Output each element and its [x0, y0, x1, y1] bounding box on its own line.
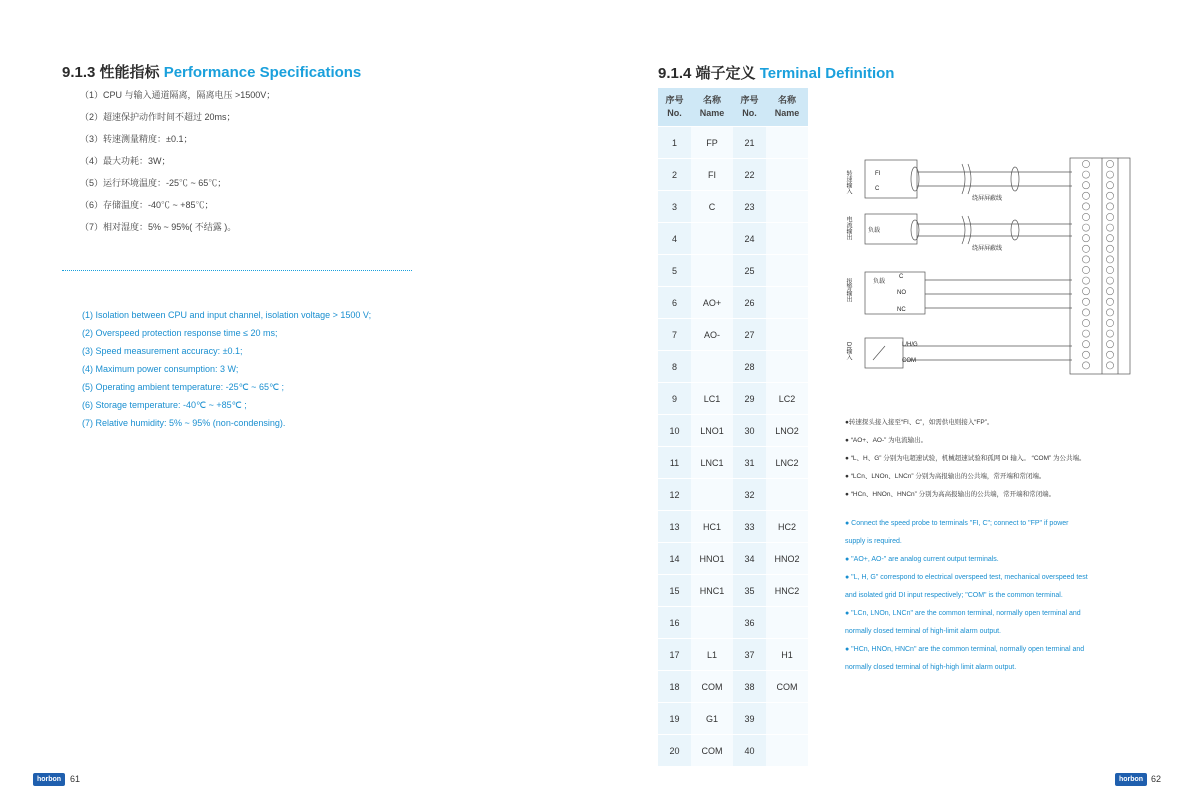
table-row — [658, 671, 808, 703]
cell-no: 2 — [658, 159, 691, 191]
cell-no: 21 — [733, 127, 766, 159]
terminal-screw-icon — [1082, 298, 1089, 305]
table-row — [658, 223, 808, 255]
cell-no: 18 — [658, 671, 691, 703]
note-en: ● "LCn, LNOn, LNCn" are the common terminal, normally open terminal and — [845, 610, 1081, 617]
cell-name: HNC2 — [766, 575, 808, 607]
terminal-screw-icon — [1082, 182, 1089, 189]
table-row — [658, 575, 808, 607]
label-lhg: L/H/G — [902, 342, 918, 348]
cell-no: 38 — [733, 671, 766, 703]
terminal-screw-icon — [1082, 288, 1089, 295]
label-com: COM — [902, 358, 916, 364]
cell-no: 37 — [733, 639, 766, 671]
table-row — [658, 511, 808, 543]
terminal-screw-icon — [1082, 319, 1089, 326]
cell-no: 31 — [733, 447, 766, 479]
spec-item-cn: （6）存储温度：-40℃ ~ +85℃； — [80, 200, 214, 210]
terminal-strip — [1070, 158, 1130, 374]
cell-no: 10 — [658, 415, 691, 447]
table-row — [658, 543, 808, 575]
cell-name: HC1 — [691, 511, 733, 543]
cell-no: 33 — [733, 511, 766, 543]
wiring-diagram — [840, 150, 1140, 385]
note-cn: ● “LCn、LNOn、LNCn” 分别为高报输出的公共端，常开端和常闭端。 — [845, 473, 1046, 480]
terminal-screw-icon — [1106, 362, 1113, 369]
spec-item-en: (3) Speed measurement accuracy: ±0.1; — [82, 346, 243, 356]
header-name: 名称 Name — [766, 88, 808, 127]
note-en: ● "AO+, AO-" are analog current output terminals. — [845, 556, 999, 563]
cell-name: AO+ — [691, 287, 733, 319]
cell-no: 26 — [733, 287, 766, 319]
spec-item-cn: （5）运行环境温度：-25℃ ~ 65℃； — [80, 178, 227, 188]
cell-no: 34 — [733, 543, 766, 575]
cell-no: 28 — [733, 351, 766, 383]
notes-en — [845, 518, 1088, 680]
table-row — [658, 607, 808, 639]
terminal-screw-icon — [1082, 213, 1089, 220]
terminal-screw-icon — [1106, 351, 1113, 358]
terminal-screw-icon — [1082, 266, 1089, 273]
cell-name — [766, 255, 808, 287]
cell-name — [691, 255, 733, 287]
cell-name: COM — [766, 671, 808, 703]
note-en: normally closed terminal of high-limit alarm output. — [845, 628, 1002, 635]
cell-name: LC2 — [766, 383, 808, 415]
cell-no: 35 — [733, 575, 766, 607]
cell-no: 14 — [658, 543, 691, 575]
cell-no: 7 — [658, 319, 691, 351]
cell-name: H1 — [766, 639, 808, 671]
terminal-screw-icon — [1106, 171, 1113, 178]
terminal-screw-icon — [1106, 309, 1113, 316]
cell-name: C — [691, 191, 733, 223]
cell-name: HC2 — [766, 511, 808, 543]
terminal-screw-icon — [1082, 330, 1089, 337]
cell-name — [766, 351, 808, 383]
note-en: and isolated grid DI input respectively; "COM" is the common terminal. — [845, 592, 1063, 599]
spec-item-cn: （4）最大功耗：3W； — [80, 156, 171, 166]
terminal-screw-icon — [1082, 245, 1089, 252]
cell-name: L1 — [691, 639, 733, 671]
cell-no: 32 — [733, 479, 766, 511]
table-row — [658, 191, 808, 223]
cell-name: LNO2 — [766, 415, 808, 447]
cell-name: LC1 — [691, 383, 733, 415]
spec-item-en: (6) Storage temperature: -40℃ ~ +85℃ ; — [82, 400, 247, 410]
terminal-screw-icon — [1082, 341, 1089, 348]
label-shield-2: 绕屏屏蔽线 — [972, 246, 1003, 252]
cell-no: 3 — [658, 191, 691, 223]
cell-no: 27 — [733, 319, 766, 351]
cell-name: LNO1 — [691, 415, 733, 447]
terminal-screw-icon — [1082, 235, 1089, 242]
cell-name: FP — [691, 127, 733, 159]
note-cn: ● “L、H、G” 分别为电超速试验，机械超速试验和孤网 DI 输入。 “COM” 为公共端。 — [845, 455, 1086, 462]
label-nc: NC — [897, 307, 906, 313]
cell-no: 15 — [658, 575, 691, 607]
spec-item-cn: （2）超速保护动作时间不超过 20ms； — [80, 112, 236, 122]
terminal-title-num: 9.1.4 端子定义 — [658, 65, 760, 82]
terminal-screw-icon — [1106, 341, 1113, 348]
cell-no: 8 — [658, 351, 691, 383]
dotted-divider — [62, 270, 412, 271]
cell-name — [691, 479, 733, 511]
label-alarm-output: 报警输出 — [845, 278, 851, 302]
notes-cn — [845, 418, 1085, 508]
cell-name: COM — [691, 671, 733, 703]
label-di-input: DI输入 — [845, 342, 851, 360]
cell-no: 24 — [733, 223, 766, 255]
label-load: 负载 — [868, 228, 881, 234]
cell-no: 6 — [658, 287, 691, 319]
terminal-screw-icon — [1082, 277, 1089, 284]
spec-list-en — [82, 309, 371, 435]
terminal-screw-icon — [1106, 213, 1113, 220]
terminal-screw-icon — [1082, 309, 1089, 316]
spec-item-en: (1) Isolation between CPU and input channel, isolation voltage > 1500 V; — [82, 310, 372, 320]
cell-no: 17 — [658, 639, 691, 671]
terminal-screw-icon — [1082, 362, 1089, 369]
horbon-logo-right: horbon — [1115, 773, 1147, 786]
cell-no: 5 — [658, 255, 691, 287]
table-row — [658, 255, 808, 287]
cell-no: 13 — [658, 511, 691, 543]
terminal-screw-icon — [1106, 160, 1113, 167]
header-name: 名称 Name — [691, 88, 733, 127]
cell-name — [766, 127, 808, 159]
note-en: ● "HCn, HNOn, HNCn" are the common terminal, normally open terminal and — [845, 646, 1085, 653]
cell-name: AO- — [691, 319, 733, 351]
cell-no: 9 — [658, 383, 691, 415]
cell-name: HNC1 — [691, 575, 733, 607]
cell-no: 29 — [733, 383, 766, 415]
table-header — [658, 88, 808, 127]
terminal-screw-icon — [1106, 224, 1113, 231]
label-fi: FI — [875, 171, 881, 177]
cell-no: 16 — [658, 607, 691, 639]
cell-name — [766, 287, 808, 319]
terminal-screw-icon — [1082, 192, 1089, 199]
cell-name — [691, 607, 733, 639]
cell-name: FI — [691, 159, 733, 191]
cell-no: 4 — [658, 223, 691, 255]
label-relay: 负载 — [873, 279, 886, 285]
cell-name — [766, 223, 808, 255]
label-speed-input: 转速输入 — [845, 170, 851, 194]
label-shield-1: 绕屏屏蔽线 — [972, 196, 1003, 202]
terminal-screw-icon — [1106, 277, 1113, 284]
cell-no: 11 — [658, 447, 691, 479]
cell-name — [766, 191, 808, 223]
terminal-screw-icon — [1106, 192, 1113, 199]
performance-title-num: 9.1.3 性能指标 — [62, 64, 164, 81]
cell-no: 30 — [733, 415, 766, 447]
table-row — [658, 447, 808, 479]
terminal-screw-icon — [1106, 298, 1113, 305]
terminal-screw-icon — [1106, 245, 1113, 252]
terminal-title-en: Terminal Definition — [759, 65, 895, 82]
cell-no: 25 — [733, 255, 766, 287]
spec-item-en: (2) Overspeed protection response time ≤ 20 ms; — [82, 328, 278, 338]
note-cn: ● “HCn、HNOn、HNCn” 分别为高高报输出的公共端，常开端和常闭端。 — [845, 491, 1056, 498]
cell-name: HNO2 — [766, 543, 808, 575]
cell-no: 23 — [733, 191, 766, 223]
cell-name: LNC1 — [691, 447, 733, 479]
table-row — [658, 351, 808, 383]
cell-name — [766, 607, 808, 639]
performance-title — [62, 61, 361, 82]
note-en: supply is required. — [845, 538, 902, 545]
table-row — [658, 415, 808, 447]
table-row — [658, 383, 808, 415]
terminal-screw-icon — [1082, 160, 1089, 167]
cell-no: 12 — [658, 479, 691, 511]
terminal-screw-icon — [1106, 182, 1113, 189]
page-number-left: 61 — [70, 774, 81, 784]
cell-name — [691, 223, 733, 255]
terminal-screw-icon — [1106, 235, 1113, 242]
note-en: normally closed terminal of high-high limit alarm output. — [845, 664, 1017, 671]
cell-name: HNO1 — [691, 543, 733, 575]
note-en: ● "L, H, G" correspond to electrical overspeed test, mechanical overspeed test — [845, 574, 1088, 581]
cell-no: 1 — [658, 127, 691, 159]
table-row — [658, 319, 808, 351]
terminal-screw-icon — [1106, 319, 1113, 326]
spec-item-cn: （1）CPU 与输入通道隔离，隔离电压 >1500V； — [80, 90, 276, 100]
header-no: 序号 No. — [733, 88, 766, 127]
cell-no: 39 — [733, 703, 766, 735]
note-cn: ● “AO+、AO-” 为电流输出。 — [845, 437, 928, 444]
table-row — [658, 703, 808, 735]
spec-list-cn — [80, 88, 275, 242]
cell-name — [766, 319, 808, 351]
cell-name: LNC2 — [766, 447, 808, 479]
table-row — [658, 159, 808, 191]
terminal-screw-icon — [1082, 171, 1089, 178]
spec-item-en: (5) Operating ambient temperature: -25℃ ~ 65℃ ; — [82, 382, 285, 392]
page-number-right: 62 — [1151, 774, 1162, 784]
spec-item-en: (7) Relative humidity: 5% ~ 95% (non-condensing). — [82, 418, 286, 428]
note-en: ● Connect the speed probe to terminals "FI, C"; connect to "FP" if power — [845, 520, 1069, 527]
terminal-screw-icon — [1106, 330, 1113, 337]
cell-name: COM — [691, 735, 733, 767]
cell-name — [766, 159, 808, 191]
terminal-screw-icon — [1106, 203, 1113, 210]
spec-item-cn: （3）转速测量精度：±0.1； — [80, 134, 193, 144]
terminal-table — [658, 88, 808, 767]
table-row — [658, 735, 808, 767]
terminal-screw-icon — [1082, 203, 1089, 210]
label-no: NO — [897, 290, 906, 296]
horbon-logo-left: horbon — [33, 773, 65, 786]
terminal-screw-icon — [1082, 256, 1089, 263]
terminal-screw-icon — [1082, 351, 1089, 358]
cell-name — [691, 351, 733, 383]
cell-name — [766, 479, 808, 511]
cell-no: 19 — [658, 703, 691, 735]
table-row — [658, 127, 808, 159]
terminal-title — [658, 62, 894, 83]
table-row — [658, 287, 808, 319]
cell-name — [766, 735, 808, 767]
table-row — [658, 479, 808, 511]
terminal-screw-icon — [1106, 256, 1113, 263]
terminal-screw-icon — [1106, 288, 1113, 295]
label-c: C — [875, 186, 880, 192]
performance-title-en: Performance Specifications — [163, 64, 362, 81]
spec-item-cn: （7）相对湿度：5% ~ 95%( 不结露 )。 — [80, 222, 237, 232]
note-cn: ●转速探头接入接至“FI、C”，如需供电则接入“FP”。 — [845, 419, 994, 426]
label-c2: C — [899, 274, 904, 280]
terminal-screw-icon — [1082, 224, 1089, 231]
spec-item-en: (4) Maximum power consumption: 3 W; — [82, 364, 239, 374]
terminal-screw-icon — [1106, 266, 1113, 273]
cell-name — [766, 703, 808, 735]
cell-no: 40 — [733, 735, 766, 767]
label-current-output: 电流输出 — [845, 216, 851, 240]
cell-name: G1 — [691, 703, 733, 735]
cell-no: 36 — [733, 607, 766, 639]
cell-no: 20 — [658, 735, 691, 767]
table-row — [658, 639, 808, 671]
header-no: 序号 No. — [658, 88, 691, 127]
cell-no: 22 — [733, 159, 766, 191]
